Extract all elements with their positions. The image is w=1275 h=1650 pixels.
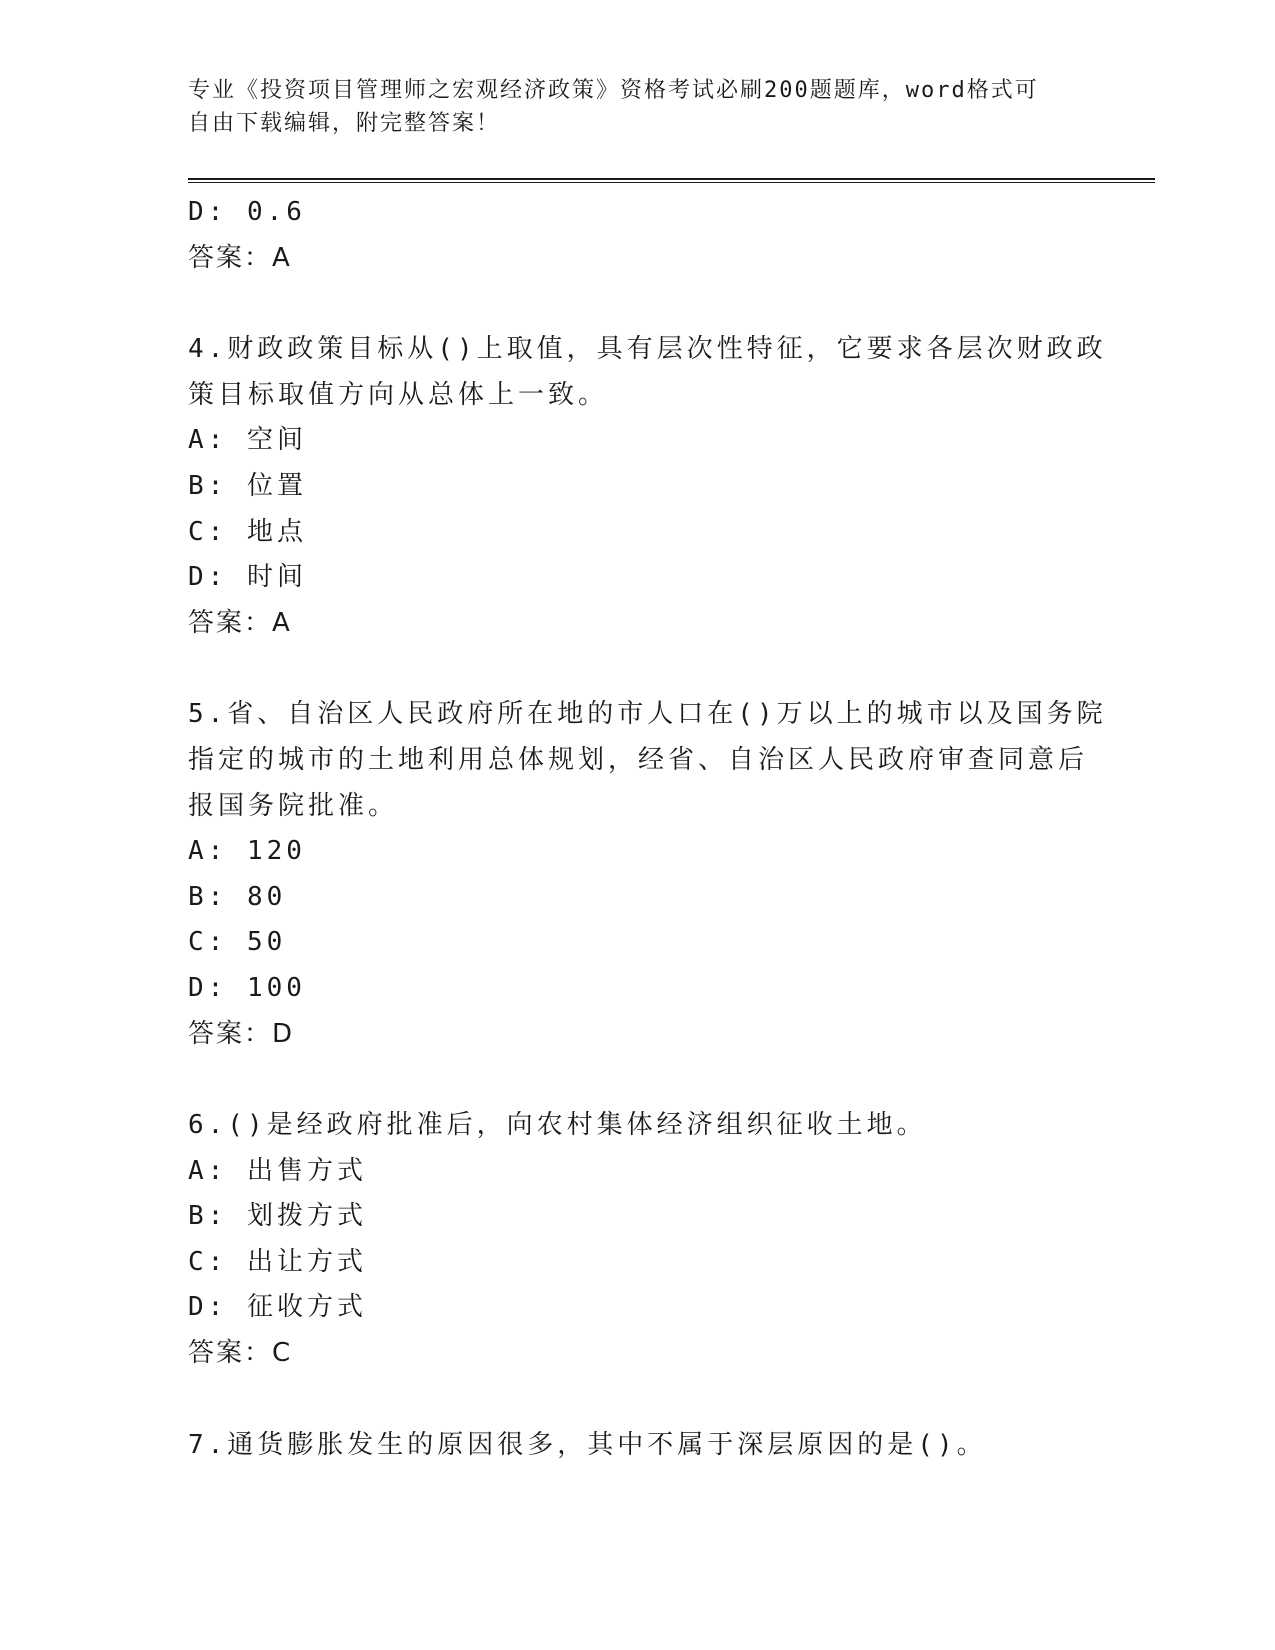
question-4: [188, 327, 1107, 646]
question-7: [188, 1423, 1068, 1469]
q5-answer: 答案：D: [188, 1018, 295, 1049]
q5-stem-line-2: 指定的城市的土地利用总体规划，经省、自治区人民政府审查同意后: [188, 744, 1089, 775]
spacer: [188, 281, 1068, 327]
q4-option-d: D: 时间: [188, 562, 307, 593]
question-6: [188, 1103, 1068, 1377]
q6-answer: 答案：C: [188, 1338, 293, 1369]
page-header: [188, 74, 1068, 140]
q7-stem-line-1: 7.通货膨胀发生的原因很多，其中不属于深层原因的是()。: [188, 1429, 987, 1460]
q6-option-c: C: 出让方式: [188, 1246, 367, 1277]
question-5: [188, 692, 1107, 1057]
q4-stem-line-2: 策目标取值方向从总体上一致。: [188, 379, 609, 410]
q4-option-b: B: 位置: [188, 470, 307, 501]
q4-option-c: C: 地点: [188, 516, 307, 547]
q5-option-a: A: 120: [188, 836, 306, 867]
q4-option-a: A: 空间: [188, 425, 307, 456]
spacer: [188, 1377, 1068, 1423]
question-content: [188, 190, 1107, 1468]
spacer: [188, 646, 1068, 692]
header-line-1: 专业《投资项目管理师之宏观经济政策》资格考试必刷200题题库，word格式可: [188, 78, 1039, 103]
q4-stem-line-1: 4.财政政策目标从()上取值，具有层次性特征，它要求各层次财政政: [188, 334, 1107, 365]
q5-stem-line-1: 5.省、自治区人民政府所在地的市人口在()万以上的城市以及国务院: [188, 699, 1107, 730]
q5-option-b: B: 80: [188, 881, 287, 912]
q6-stem-line-1: 6.()是经政府批准后，向农村集体经济组织征收土地。: [188, 1110, 927, 1141]
q5-option-c: C: 50: [188, 927, 287, 958]
q4-answer: 答案：A: [188, 607, 292, 638]
q5-option-d: D: 100: [188, 972, 306, 1003]
q3-option-d: D: 0.6: [188, 197, 306, 227]
spacer: [188, 1057, 1068, 1103]
header-divider: [188, 178, 1155, 183]
q5-stem-line-3: 报国务院批准。: [188, 790, 399, 821]
q6-option-b: B: 划拨方式: [188, 1201, 367, 1232]
q6-option-a: A: 出售方式: [188, 1155, 367, 1186]
q3-answer: 答案：A: [188, 242, 292, 273]
header-line-2: 自由下载编辑，附完整答案！: [188, 111, 501, 136]
q6-option-d: D: 征收方式: [188, 1292, 367, 1323]
